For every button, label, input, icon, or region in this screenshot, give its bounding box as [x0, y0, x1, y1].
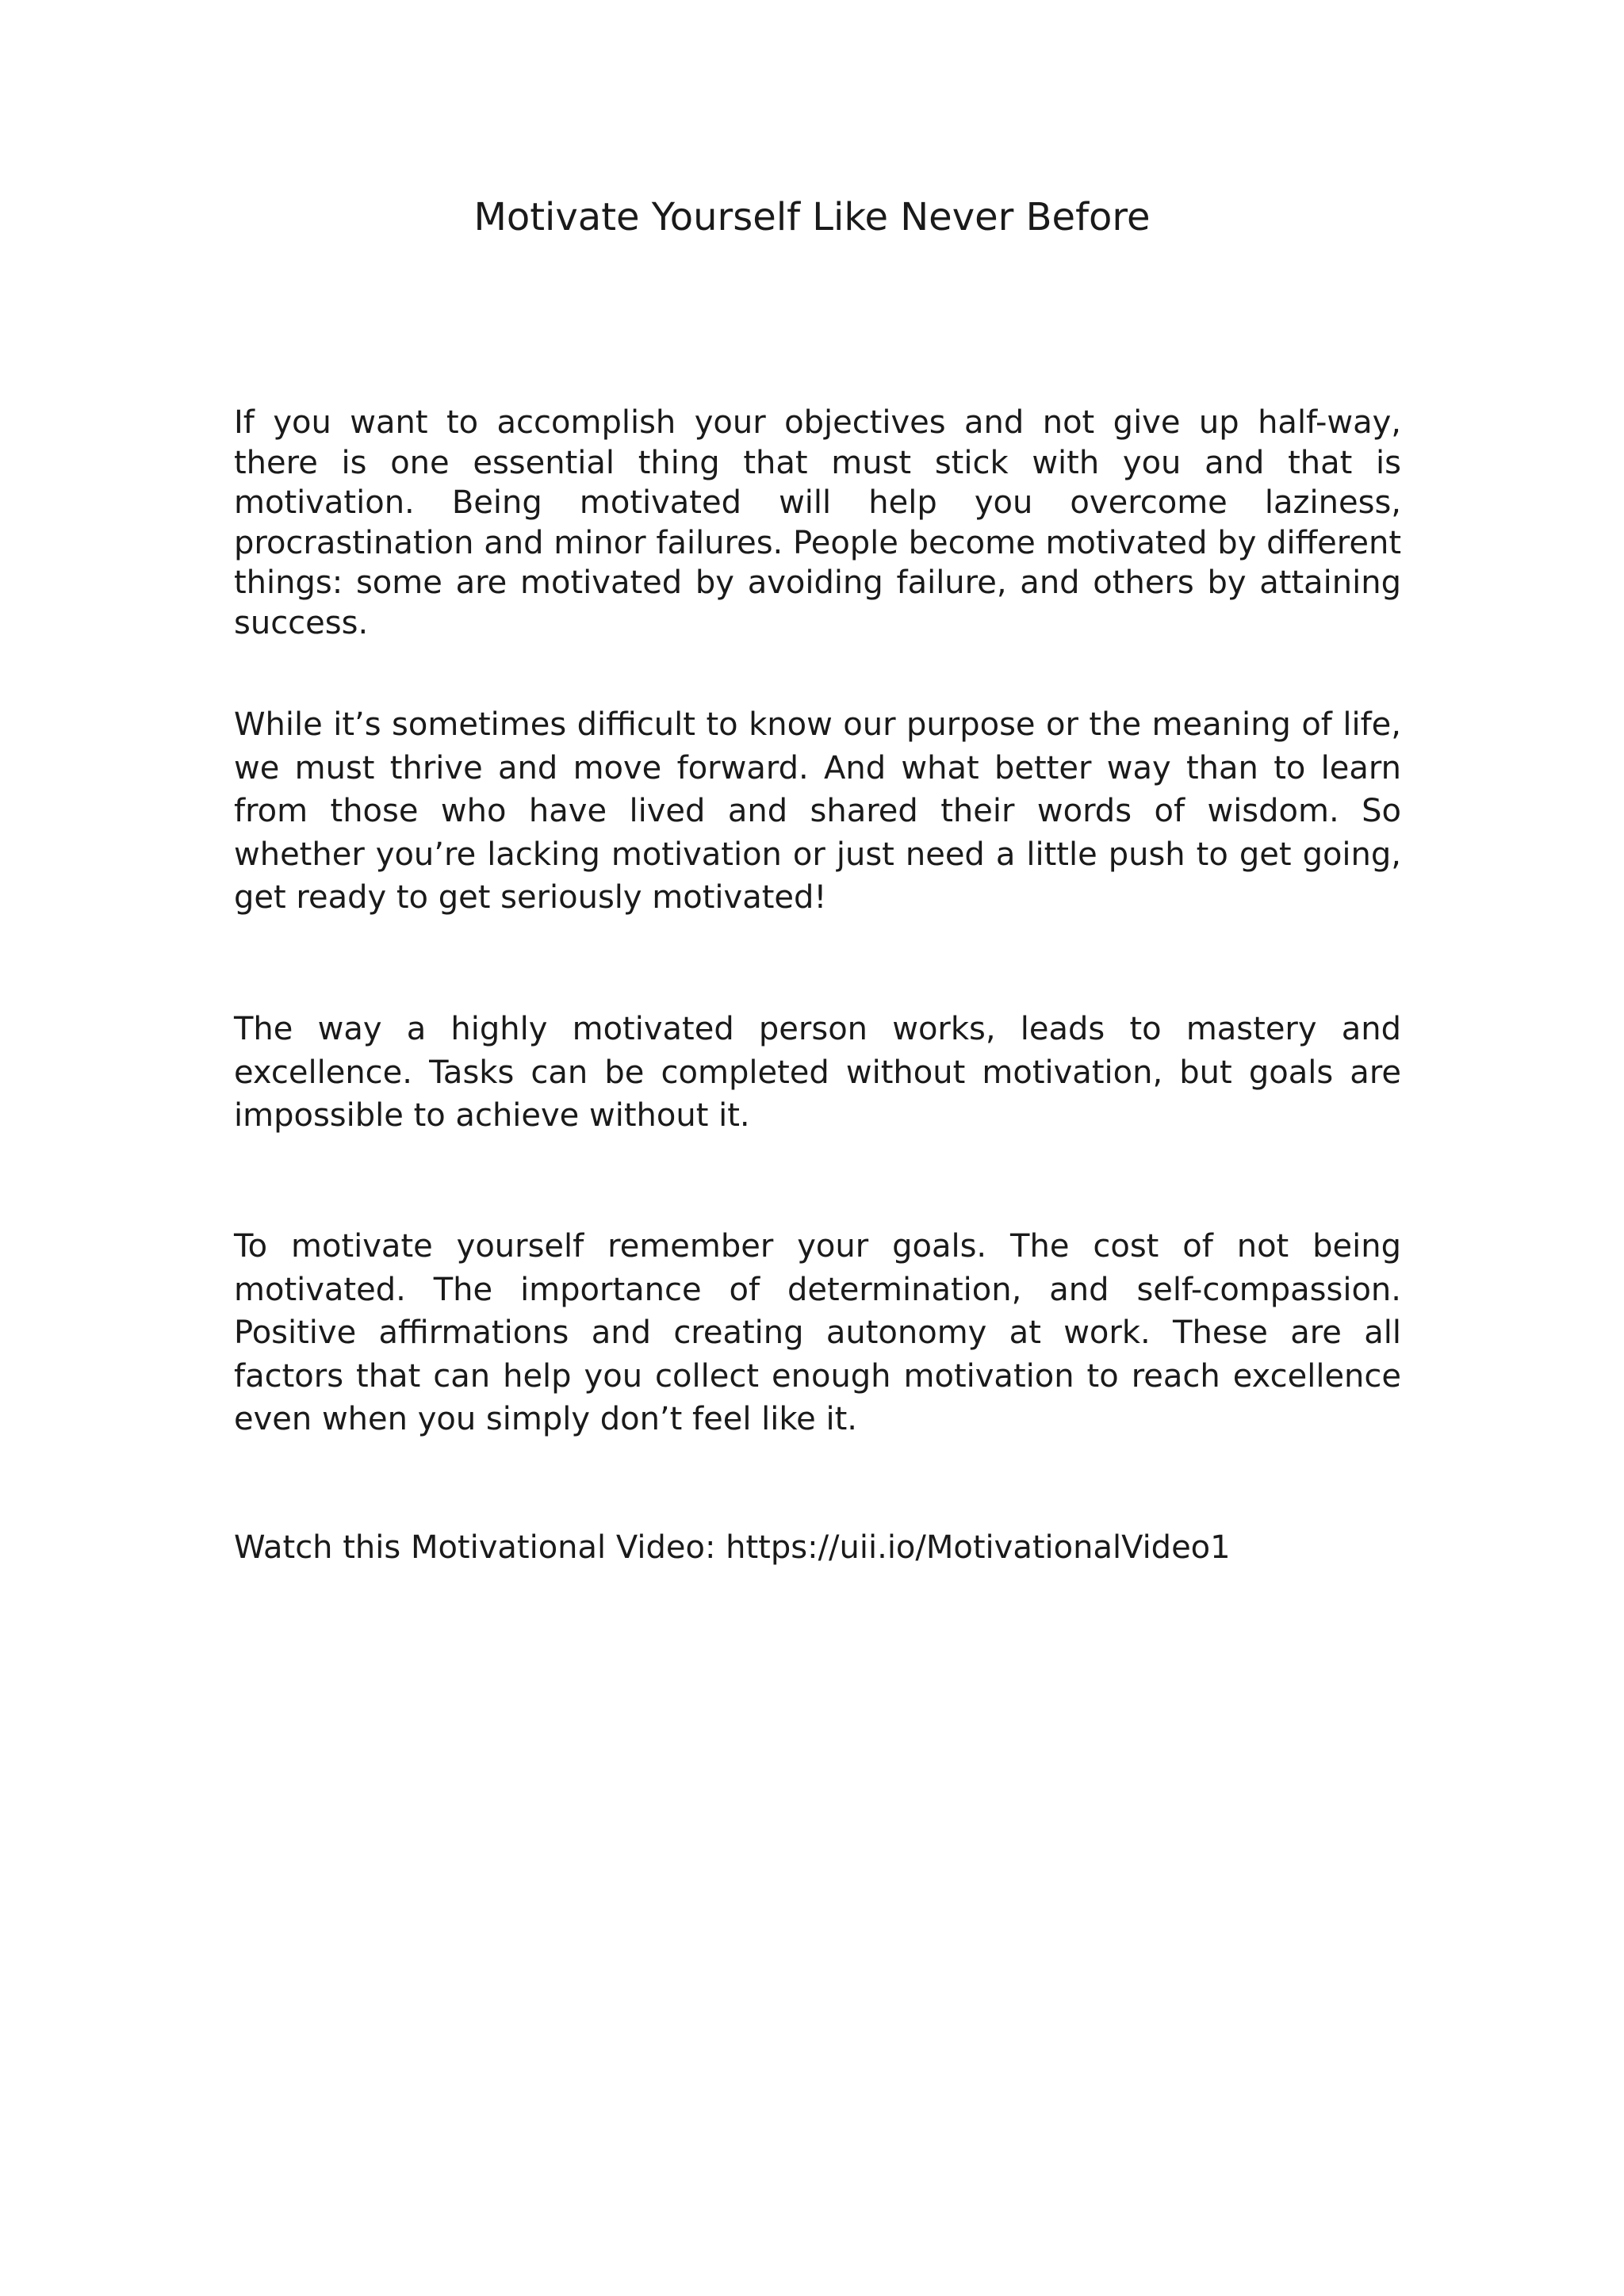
- paragraph-motivation-intro: If you want to accomplish your objectives and not give up half-way, there is one essential thing that must stick with you and that is motivation. Being motivated will help you overcome laziness, procrastination and minor failures. People become motivated by different things: some are motivated by avoiding failure, and others by attaining success.: [234, 404, 1401, 641]
- watch-video-line: [234, 1526, 1231, 1569]
- watch-video-label: Watch this Motivational Video:: [234, 1529, 726, 1566]
- paragraph-purpose: While it’s sometimes difficult to know our purpose or the meaning of life, we must thrive and move forward. And what better way than to learn from those who have lived and shared their words of wisdom. So whether you’re lacking motivation or just need a little push to get going, get ready to get seriously motivated!: [234, 706, 1401, 916]
- paragraph-mastery: The way a highly motivated person works, leads to mastery and excellence. Tasks can be completed without motivation, but goals are impossible to achieve without it.: [234, 1011, 1401, 1134]
- motivational-video-link[interactable]: https://uii.io/MotivationalVideo1: [726, 1529, 1231, 1566]
- document-title: Motivate Yourself Like Never Before: [473, 195, 1151, 239]
- paragraph-how-to-motivate: To motivate yourself remember your goals. The cost of not being motivated. The importance of determination, and self-compassion. Positive affirmations and creating autonomy at work. These are all factors that can help you collect enough motivation to reach excellence even when you simply don’t feel like it.: [234, 1228, 1401, 1437]
